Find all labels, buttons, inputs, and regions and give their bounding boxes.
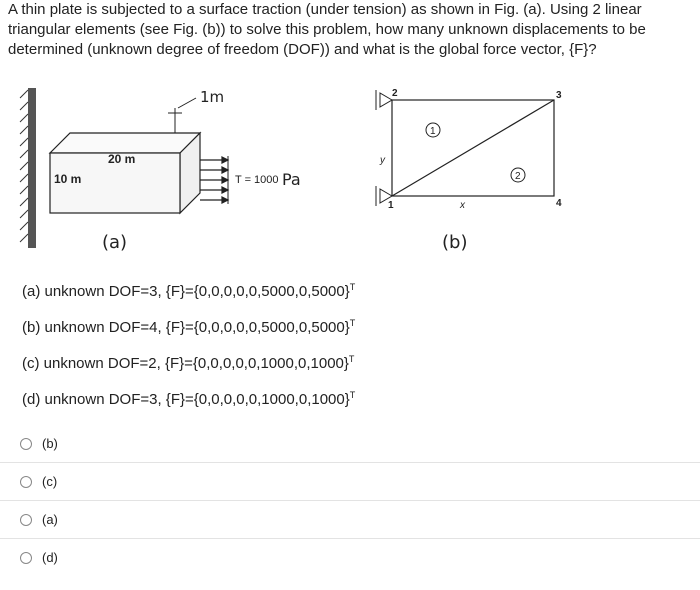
answer-statement-a: (a) unknown DOF=3, $\{F\}=\{0,0,0,0,0,5000,0,5000\}^T$ — [22, 282, 356, 300]
node-1-label: 1 — [388, 200, 394, 211]
option-label: (c) — [42, 474, 58, 489]
answer-options — [0, 425, 700, 576]
radio-button[interactable] — [20, 438, 32, 450]
figure-b-caption: (b) — [442, 232, 468, 253]
axis-y-label: y — [380, 155, 385, 166]
traction-label: T = 1000 — [235, 174, 279, 186]
figure-a — [20, 88, 301, 253]
option-c[interactable] — [0, 462, 700, 500]
traction-unit: Pa — [282, 170, 301, 189]
radio-button[interactable] — [20, 514, 32, 526]
height-label: 10 m — [54, 172, 82, 186]
figure-b — [376, 88, 562, 253]
radio-button[interactable] — [20, 552, 32, 564]
width-label: 20 m — [108, 152, 136, 166]
node-3-label: 3 — [556, 90, 562, 101]
answer-statements — [22, 270, 682, 414]
thickness-label: 1m — [200, 88, 225, 106]
answer-statement-b: (b) unknown DOF=4, $\{F\}=\{0,0,0,0,0,5000,0,5000\}^T$ — [22, 318, 356, 336]
radio-button[interactable] — [20, 476, 32, 488]
option-label: (d) — [42, 550, 58, 565]
support-node-2 — [380, 93, 392, 107]
option-label: (b) — [42, 436, 58, 451]
element-1-label: 1 — [430, 126, 436, 137]
answer-statement-d: (d) unknown DOF=3, $\{F\}=\{0,0,0,0,0,1000,0,1000\}^T$ — [22, 390, 356, 408]
answer-statement-c: (c) unknown DOF=2, $\{F\}=\{0,0,0,0,0,1000,0,1000\}^T$ — [22, 354, 355, 372]
figures-svg — [0, 68, 700, 268]
figure-area — [0, 68, 700, 268]
element-2-label: 2 — [515, 171, 521, 182]
node-2-label: 2 — [392, 88, 398, 99]
node-4-label: 4 — [556, 198, 562, 209]
figure-a-caption: (a) — [102, 232, 128, 253]
option-b[interactable] — [0, 425, 700, 462]
mesh-diagonal — [392, 100, 554, 196]
fixed-wall — [28, 88, 36, 248]
option-d[interactable] — [0, 538, 700, 576]
option-a[interactable] — [0, 500, 700, 538]
plate-top — [50, 133, 200, 153]
traction-arrows — [200, 156, 228, 204]
axis-x-label: x — [460, 200, 465, 211]
question-text: A thin plate is subjected to a surface traction (under tension) as shown in Fig. (a). Using 2 linear triangular elements (see Fig. (b)) to solve this problem, how many unknown displacements to be determined (unknown degree of freedom (DOF)) and what is the global force vector, {F}? — [8, 1, 646, 58]
option-label: (a) — [42, 512, 58, 527]
